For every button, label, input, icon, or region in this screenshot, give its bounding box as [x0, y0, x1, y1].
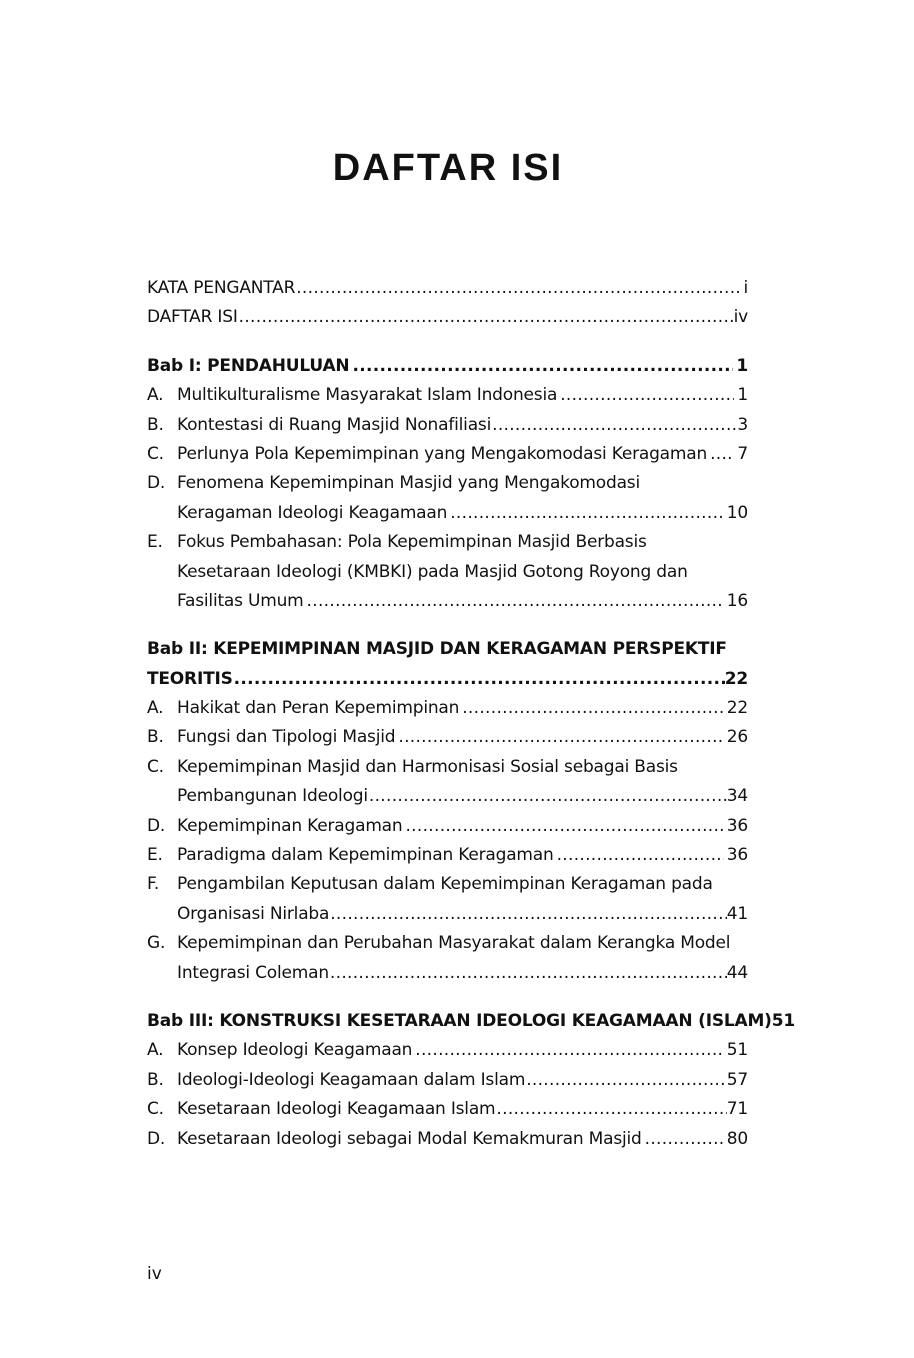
leader-dots	[496, 1095, 726, 1124]
leader-dots	[710, 440, 734, 469]
chapter-title: Bab III: KONSTRUKSI KESETARAAN IDEOLOGI KEAGAMAAN (ISLAM)	[147, 1010, 772, 1031]
toc-entry-daftar-isi[interactable]	[147, 303, 748, 332]
toc-entry-label: Kesetaraan Ideologi sebagai Modal Kemakmuran Masjid	[177, 1128, 642, 1149]
toc-entry-label: Ideologi-Ideologi Keagamaan dalam Islam	[177, 1069, 526, 1090]
toc-entry-label: Kepemimpinan Keragaman	[177, 815, 403, 836]
item-letter: D.	[147, 815, 166, 836]
leader-dots	[330, 900, 727, 929]
toc-page-number: i	[743, 277, 748, 298]
leader-dots	[557, 841, 724, 870]
toc-entry-label: Paradigma dalam Kepemimpinan Keragaman	[177, 845, 554, 866]
toc-entry-1e[interactable]	[147, 528, 748, 557]
indent-spacer	[147, 558, 177, 587]
toc-entry-label-line-3: Fasilitas Umum	[177, 590, 304, 611]
toc-entry-3b[interactable]	[147, 1066, 748, 1095]
toc-entry-label-line-1: Fenomena Kepemimpinan Masjid yang Mengakomodasi	[177, 473, 640, 494]
toc-entry-label-line-1: Fokus Pembahasan: Pola Kepemimpinan Masjid Berbasis	[177, 532, 647, 553]
item-letter: B.	[147, 414, 164, 435]
toc-entry-2g-continued[interactable]	[147, 959, 748, 988]
toc-page-number: iv	[733, 307, 748, 328]
page-title: DAFTAR ISI	[332, 147, 564, 189]
toc-page-number: 51	[771, 1010, 796, 1031]
chapter-heading-bab-1[interactable]	[147, 352, 748, 381]
toc-entry-kata-pengantar[interactable]	[147, 274, 748, 303]
toc-entry-label-line-1: Pengambilan Keputusan dalam Kepemimpinan Keragaman pada	[177, 874, 713, 895]
toc-entry-2f[interactable]	[147, 870, 748, 899]
toc-entry-label: Perlunya Pola Kepemimpinan yang Mengakomodasi Keragaman	[177, 443, 708, 464]
toc-entry-3a[interactable]	[147, 1036, 748, 1065]
toc-entry-2c-continued[interactable]	[147, 782, 748, 811]
toc-entry-label-line-1: Kepemimpinan dan Perubahan Masyarakat dalam Kerangka Model	[177, 933, 731, 954]
leader-dots	[369, 782, 727, 811]
item-letter: D.	[147, 1128, 166, 1149]
chapter-title: Bab I: PENDAHULUAN	[147, 355, 350, 376]
toc-entry-label-line-2: Integrasi Coleman	[177, 962, 329, 983]
toc-entry-1a[interactable]	[147, 381, 748, 410]
chapter-heading-bab-2-continued[interactable]	[147, 665, 748, 694]
toc-entry-2d[interactable]	[147, 812, 748, 841]
page-number-footer: iv	[147, 1264, 162, 1284]
item-letter: E.	[147, 532, 163, 553]
leader-dots	[330, 959, 727, 988]
toc-page-number: 36	[726, 845, 748, 866]
toc-page-number: 34	[726, 786, 748, 807]
toc-entry-label: DAFTAR ISI	[147, 307, 238, 328]
leader-dots	[450, 499, 724, 528]
leader-dots	[560, 381, 734, 410]
toc-page-number: 26	[726, 727, 748, 748]
item-letter: D.	[147, 473, 166, 494]
leader-dots	[398, 723, 723, 752]
toc-page-number: 80	[726, 1128, 748, 1149]
toc-page-number: 44	[726, 962, 748, 983]
toc-entry-2e[interactable]	[147, 841, 748, 870]
chapter-heading-bab-3[interactable]	[147, 1007, 796, 1036]
toc-page-number: 1	[736, 355, 748, 376]
toc-entry-label: Kesetaraan Ideologi Keagamaan Islam	[177, 1099, 496, 1120]
toc-entry-label-line-2: Pembangunan Ideologi	[177, 786, 368, 807]
item-letter: C.	[147, 1099, 164, 1120]
table-of-contents	[147, 274, 796, 1154]
toc-entry-2g[interactable]	[147, 929, 748, 958]
leader-dots	[296, 274, 743, 303]
toc-entry-2b[interactable]	[147, 723, 748, 752]
toc-entry-label-line-2: Kesetaraan Ideologi (KMBKI) pada Masjid Gotong Royong dan	[177, 561, 688, 582]
item-letter: E.	[147, 845, 163, 866]
toc-entry-3c[interactable]	[147, 1095, 748, 1124]
toc-entry-2c[interactable]	[147, 753, 748, 782]
toc-entry-label-line-2: Keragaman Ideologi Keagamaan	[177, 502, 448, 523]
toc-entry-1d-continued[interactable]	[147, 499, 748, 528]
toc-entry-2a[interactable]	[147, 694, 748, 723]
leader-dots	[352, 352, 733, 381]
toc-page-number: 22	[724, 668, 748, 689]
toc-page-number: 71	[726, 1099, 748, 1120]
toc-page-number: 36	[726, 815, 748, 836]
item-letter: A.	[147, 385, 164, 406]
leader-dots	[405, 812, 723, 841]
toc-entry-label-line-2: Organisasi Nirlaba	[177, 903, 330, 924]
toc-entry-label: Hakikat dan Peran Kepemimpinan	[177, 698, 460, 719]
item-letter: A.	[147, 1040, 164, 1061]
toc-entry-label: Kontestasi di Ruang Masjid Nonafiliasi	[177, 414, 492, 435]
toc-entry-1e-continued[interactable]	[147, 558, 748, 587]
leader-dots	[239, 303, 734, 332]
chapter-title-line-2: TEORITIS	[147, 668, 233, 689]
leader-dots	[415, 1036, 724, 1065]
toc-entry-1c[interactable]	[147, 440, 748, 469]
toc-entry-1d[interactable]	[147, 469, 748, 498]
toc-entry-label: Konsep Ideologi Keagamaan	[177, 1040, 413, 1061]
toc-page-number: 57	[726, 1069, 748, 1090]
toc-entry-1e-continued-2[interactable]	[147, 587, 748, 616]
toc-page-number: 7	[737, 443, 748, 464]
leader-dots	[307, 587, 724, 616]
leader-dots	[526, 1066, 727, 1095]
toc-entry-label-line-1: Kepemimpinan Masjid dan Harmonisasi Sosial sebagai Basis	[177, 756, 678, 777]
toc-entry-label: KATA PENGANTAR	[147, 277, 296, 298]
item-letter: B.	[147, 727, 164, 748]
toc-entry-1b[interactable]	[147, 411, 748, 440]
item-letter: B.	[147, 1069, 164, 1090]
toc-page-number: 22	[726, 698, 748, 719]
item-letter: C.	[147, 443, 164, 464]
chapter-heading-bab-2[interactable]	[147, 635, 748, 664]
leader-dots	[462, 694, 724, 723]
chapter-title-line-1: Bab II: KEPEMIMPINAN MASJID DAN KERAGAMAN PERSPEKTIF	[147, 639, 727, 660]
toc-page-number: 51	[726, 1040, 748, 1061]
toc-page-number: 3	[737, 414, 748, 435]
item-letter: C.	[147, 756, 164, 777]
toc-entry-3d[interactable]	[147, 1125, 748, 1154]
leader-dots	[645, 1125, 724, 1154]
item-letter: G.	[147, 933, 166, 954]
item-letter: F.	[147, 874, 160, 895]
toc-entry-label: Multikulturalisme Masyarakat Islam Indonesia	[177, 385, 558, 406]
toc-page-number: 10	[726, 502, 748, 523]
item-letter: A.	[147, 698, 164, 719]
toc-entry-label: Fungsi dan Tipologi Masjid	[177, 727, 396, 748]
leader-dots	[234, 665, 725, 694]
toc-page-number: 41	[726, 903, 748, 924]
toc-page-number: 16	[726, 590, 748, 611]
toc-page-number: 1	[737, 385, 748, 406]
toc-entry-2f-continued[interactable]	[147, 900, 748, 929]
leader-dots	[492, 411, 737, 440]
